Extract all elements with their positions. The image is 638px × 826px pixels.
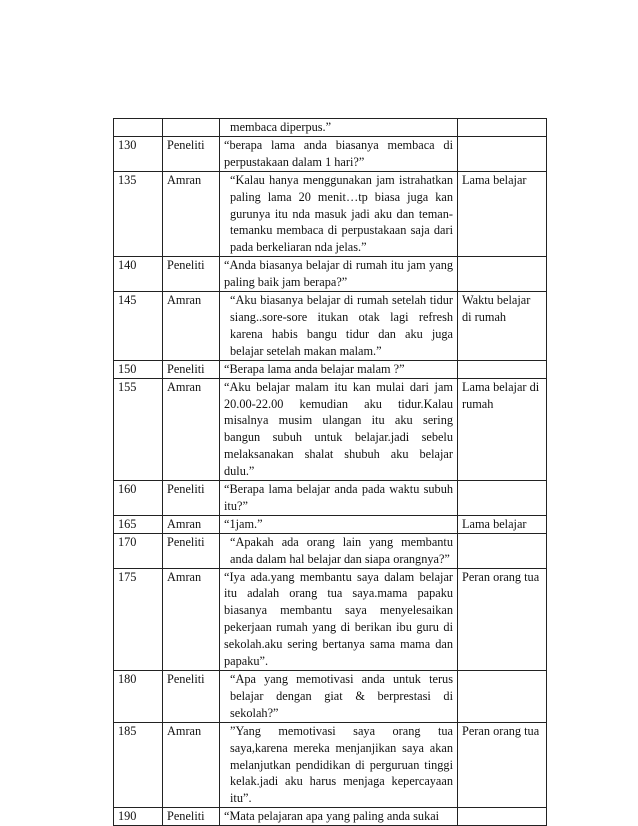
speaker-cell: Amran (163, 515, 220, 533)
speaker-cell: Peneliti (163, 257, 220, 292)
transcript-table (113, 118, 547, 826)
utterance-cell: “Aku biasanya belajar di rumah setelah tidur siang..sore-sore itukan otak lagi refresh karena habis bangu tidur dan aku juga belajar setelah makan malam.” (220, 292, 458, 361)
line-number-cell: 180 (114, 671, 163, 723)
table-row (114, 257, 547, 292)
utterance-cell: “Anda biasanya belajar di rumah itu jam yang paling baik jam berapa?” (220, 257, 458, 292)
line-number-cell: 160 (114, 481, 163, 516)
utterance-cell: “Iya ada.yang membantu saya dalam belajar itu adalah orang tua saya.mama papaku biasanya membantu saya menyelesaikan pekerjaan rumah yang di berikan ibu guru di sekolah.aku sering bertanya sama mama dan papaku”. (220, 568, 458, 670)
table-row (114, 292, 547, 361)
line-number-cell: 150 (114, 360, 163, 378)
code-cell (458, 671, 547, 723)
table-row (114, 533, 547, 568)
table-row (114, 671, 547, 723)
utterance-cell: “Kalau hanya menggunakan jam istrahatkan paling lama 20 menit…tp biasa juga kan gurunya itu nda masuk jadi aku dan teman-temanku membaca di perpustakaan saja dari pada berkeliaran nda jelas.” (220, 171, 458, 257)
table-row (114, 378, 547, 480)
code-cell: Peran orang tua (458, 568, 547, 670)
table-row (114, 808, 547, 826)
code-cell (458, 136, 547, 171)
table-row (114, 515, 547, 533)
line-number-cell: 165 (114, 515, 163, 533)
table-row (114, 481, 547, 516)
line-number-cell: 135 (114, 171, 163, 257)
code-cell (458, 481, 547, 516)
utterance-cell: “Berapa lama belajar anda pada waktu subuh itu?” (220, 481, 458, 516)
utterance-cell: “Berapa lama anda belajar malam ?” (220, 360, 458, 378)
line-number-cell: 185 (114, 722, 163, 808)
table-row (114, 136, 547, 171)
speaker-cell: Peneliti (163, 360, 220, 378)
speaker-cell: Amran (163, 171, 220, 257)
code-cell: Peran orang tua (458, 722, 547, 808)
utterance-cell: “1jam.” (220, 515, 458, 533)
speaker-cell: Amran (163, 292, 220, 361)
line-number-cell: 130 (114, 136, 163, 171)
line-number-cell: 145 (114, 292, 163, 361)
code-cell: Lama belajar (458, 515, 547, 533)
code-cell: Waktu belajar di rumah (458, 292, 547, 361)
code-cell (458, 808, 547, 826)
line-number-cell: 190 (114, 808, 163, 826)
speaker-cell (163, 119, 220, 137)
speaker-cell: Peneliti (163, 671, 220, 723)
table-row (114, 722, 547, 808)
utterance-cell: “Apakah ada orang lain yang membantu anda dalam hal belajar dan siapa orangnya?” (220, 533, 458, 568)
speaker-cell: Peneliti (163, 808, 220, 826)
speaker-cell: Peneliti (163, 533, 220, 568)
table-row (114, 171, 547, 257)
speaker-cell: Amran (163, 568, 220, 670)
speaker-cell: Amran (163, 378, 220, 480)
utterance-cell: “Apa yang memotivasi anda untuk terus belajar dengan giat & berprestasi di sekolah?” (220, 671, 458, 723)
code-cell (458, 533, 547, 568)
utterance-cell: “Aku belajar malam itu kan mulai dari jam 20.00-22.00 kemudian aku tidur.Kalau misalnya musim ulangan itu aku sering bangun subuh untuk belajar.jadi sebelu melaksanakan shalat shubuh aku belajar dulu.” (220, 378, 458, 480)
code-cell (458, 119, 547, 137)
code-cell (458, 257, 547, 292)
line-number-cell: 140 (114, 257, 163, 292)
code-cell: Lama belajar di rumah (458, 378, 547, 480)
line-number-cell (114, 119, 163, 137)
utterance-cell: “Mata pelajaran apa yang paling anda sukai (220, 808, 458, 826)
speaker-cell: Peneliti (163, 481, 220, 516)
utterance-cell: membaca diperpus.” (220, 119, 458, 137)
code-cell: Lama belajar (458, 171, 547, 257)
line-number-cell: 155 (114, 378, 163, 480)
table-row (114, 119, 547, 137)
line-number-cell: 170 (114, 533, 163, 568)
transcript-rows (114, 119, 547, 826)
table-row (114, 360, 547, 378)
utterance-cell: ”Yang memotivasi saya orang tua saya,karena mereka menjanjikan saya akan melanjutkan pendidikan di perguruan tinggi kelak.jadi aku harus menjaga kepercayaan itu”. (220, 722, 458, 808)
line-number-cell: 175 (114, 568, 163, 670)
utterance-cell: “berapa lama anda biasanya membaca di perpustakaan dalam 1 hari?” (220, 136, 458, 171)
speaker-cell: Peneliti (163, 136, 220, 171)
speaker-cell: Amran (163, 722, 220, 808)
code-cell (458, 360, 547, 378)
table-row (114, 568, 547, 670)
